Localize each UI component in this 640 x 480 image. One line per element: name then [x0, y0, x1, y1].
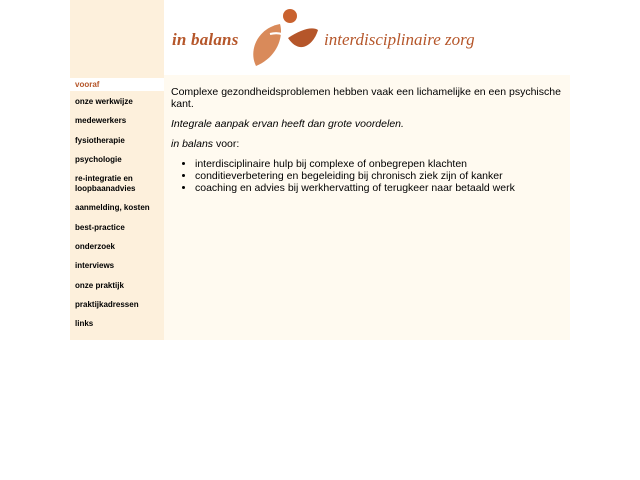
nav-item-onderzoek[interactable]: onderzoek: [75, 242, 116, 251]
main-content: [164, 75, 570, 340]
list-item: • conditieverbetering en begeleiding bij chronisch ziek zijn of kanker: [195, 170, 563, 182]
for-line: [171, 138, 563, 150]
nav-item-fysiotherapie[interactable]: fysiotherapie: [75, 136, 125, 145]
sidebar-nav: [70, 75, 164, 340]
for-brand: in balans: [171, 138, 214, 150]
page-container: [70, 0, 570, 340]
header-banner: [164, 0, 570, 75]
nav-item-psychologie[interactable]: psychologie: [75, 155, 122, 164]
services-list: [171, 158, 563, 194]
header-left-panel: [70, 0, 164, 75]
nav-item-onze-praktijk[interactable]: onze praktijk: [75, 281, 124, 290]
nav-item-re-integratie[interactable]: re-integratie en loopbaanadvies: [75, 174, 136, 193]
list-item: • coaching en advies bij werkhervatting of terugkeer naar betaald werk: [195, 182, 563, 194]
for-suffix: voor:: [213, 138, 240, 150]
intro-text: Complexe gezondheidsproblemen hebben vaak een lichamelijke en een psychische kant.: [171, 86, 561, 110]
nav-item-interviews[interactable]: interviews: [75, 261, 115, 270]
brand-tagline: interdisciplinaire zorg: [324, 30, 475, 49]
nav-item-links[interactable]: links: [75, 319, 94, 328]
nav-item-onze-werkwijze[interactable]: onze werkwijze: [75, 97, 133, 106]
nav-item-praktijkadressen[interactable]: praktijkadressen: [75, 300, 139, 309]
nav-item-aanmelding-kosten[interactable]: aanmelding, kosten: [75, 203, 150, 212]
emphasis-text: Integrale aanpak ervan heeft dan grote voordelen.: [171, 118, 404, 130]
logo-icon: [248, 4, 320, 70]
brand-name: in balans: [172, 30, 239, 49]
nav-item-vooraf[interactable]: vooraf: [70, 78, 164, 91]
nav-item-medewerkers[interactable]: medewerkers: [75, 116, 127, 125]
nav-item-best-practice[interactable]: best-practice: [75, 223, 125, 232]
list-item: • interdisciplinaire hulp bij complexe of onbegrepen klachten: [195, 158, 563, 170]
